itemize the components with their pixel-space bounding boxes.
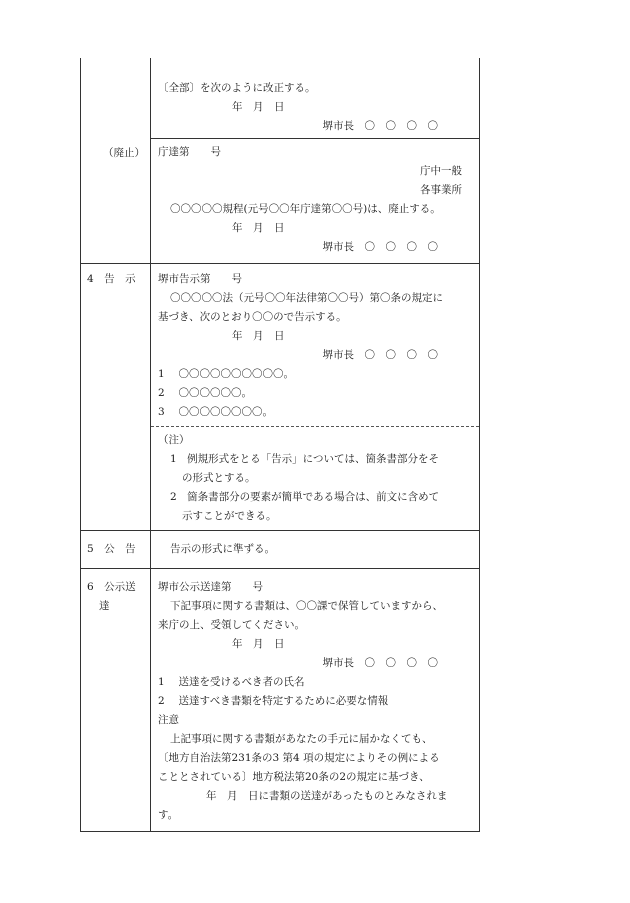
content-cell-koukoku: [151, 531, 480, 569]
recipient-general: 庁中一般: [420, 165, 462, 177]
label-cell-kokuji: [81, 264, 151, 531]
label-cell-haishi: [81, 58, 151, 264]
kokuji-mayor: 堺市長 〇 〇 〇 〇: [322, 349, 438, 361]
row-kokuji: [81, 264, 480, 531]
content-cell-haishi: [151, 58, 480, 264]
row-koukoku: [81, 531, 480, 569]
row-haishi: [81, 58, 480, 264]
recipient-offices: 各事業所: [420, 184, 462, 196]
amend-block: [151, 58, 479, 139]
format-table: [80, 58, 480, 832]
kokuji-body-2: 基づき、次のとおり〇〇ので告示する。: [158, 311, 347, 323]
soutatsu-body-2: 来庁の上、受領してください。: [158, 619, 305, 631]
kokuji-block: [151, 264, 479, 530]
kokuji-item-3: 3 〇〇〇〇〇〇〇〇。: [158, 406, 274, 418]
abolish-block: [151, 139, 479, 263]
abolish-mayor: 堺市長 〇 〇 〇 〇: [322, 241, 438, 253]
soutatsu-date: 年 月 日: [232, 638, 285, 650]
label-koujisoutatsu-1: 6 公示送: [87, 581, 136, 593]
koukoku-body: 告示の形式に準ずる。: [170, 543, 275, 555]
kokuji-item-2: 2 〇〇〇〇〇〇。: [158, 387, 253, 399]
amend-line: 〔全部〕を次のように改正する。: [158, 82, 316, 94]
soutatsu-mayor: 堺市長 〇 〇 〇 〇: [322, 657, 438, 669]
content-cell-kokuji: [151, 264, 480, 531]
soutatsu-body-1: 下記事項に関する書類は、〇〇課で保管していますから、: [170, 600, 443, 612]
amend-date: 年 月 日: [232, 101, 285, 113]
content-cell-koujisoutatsu: [151, 569, 480, 832]
kokuji-item-1: 1 〇〇〇〇〇〇〇〇〇〇。: [158, 368, 295, 380]
soutatsu-note-1: 上記事項に関する書類があなたの手元に届かなくても、: [170, 733, 433, 745]
soutatsu-note-5: す。: [158, 809, 179, 821]
label-kokuji: 4 告 示: [87, 273, 136, 285]
dashed-divider: [151, 426, 479, 427]
note-heading: （注）: [158, 434, 190, 446]
soutatsu-note-3: こととされている〕地方税法第20条の2の規定に基づき、: [158, 771, 430, 783]
koukoku-block: [151, 531, 479, 559]
abolish-date: 年 月 日: [232, 222, 285, 234]
label-koukoku: 5 公 告: [87, 543, 136, 555]
kokuji-body-1: 〇〇〇〇〇法（元号〇〇年法律第〇〇号）第〇条の規定に: [170, 292, 443, 304]
label-haishi: （廃止）: [103, 147, 145, 159]
koujisoutatsu-block: [151, 569, 479, 831]
note-1-line-2: の形式とする。: [182, 472, 256, 484]
kokuji-date: 年 月 日: [232, 330, 285, 342]
soutatsu-title: 堺市公示送達第 号: [158, 581, 263, 593]
soutatsu-note-2: 〔地方自治法第231条の3 第4 項の規定によりその例による: [158, 752, 440, 764]
label-cell-koujisoutatsu: [81, 569, 151, 832]
kokuji-title: 堺市告示第 号: [158, 273, 242, 285]
abolish-title: 庁達第 号: [158, 146, 221, 158]
amend-mayor: 堺市長 〇 〇 〇 〇: [322, 120, 438, 132]
note-2-line-2: 示すことができる。: [182, 510, 277, 522]
abolish-body: 〇〇〇〇〇規程(元号〇〇年庁達第〇〇号)は、廃止する。: [170, 203, 441, 215]
note-2-line-1: 2 箇条書部分の要素が簡単である場合は、前文に含めて: [170, 491, 440, 503]
note-1-line-1: 1 例規形式をとる「告示」については、箇条書部分をそ: [170, 453, 439, 465]
soutatsu-note-heading: 注意: [158, 714, 179, 726]
label-koujisoutatsu-2: 達: [99, 600, 110, 612]
label-cell-koukoku: [81, 531, 151, 569]
row-koujisoutatsu: [81, 569, 480, 832]
soutatsu-item-1: 1 送達を受けるべき者の氏名: [158, 676, 305, 688]
soutatsu-note-4: 年 月 日に書類の送達があったものとみなされま: [206, 790, 448, 802]
soutatsu-item-2: 2 送達すべき書類を特定するために必要な情報: [158, 695, 389, 707]
